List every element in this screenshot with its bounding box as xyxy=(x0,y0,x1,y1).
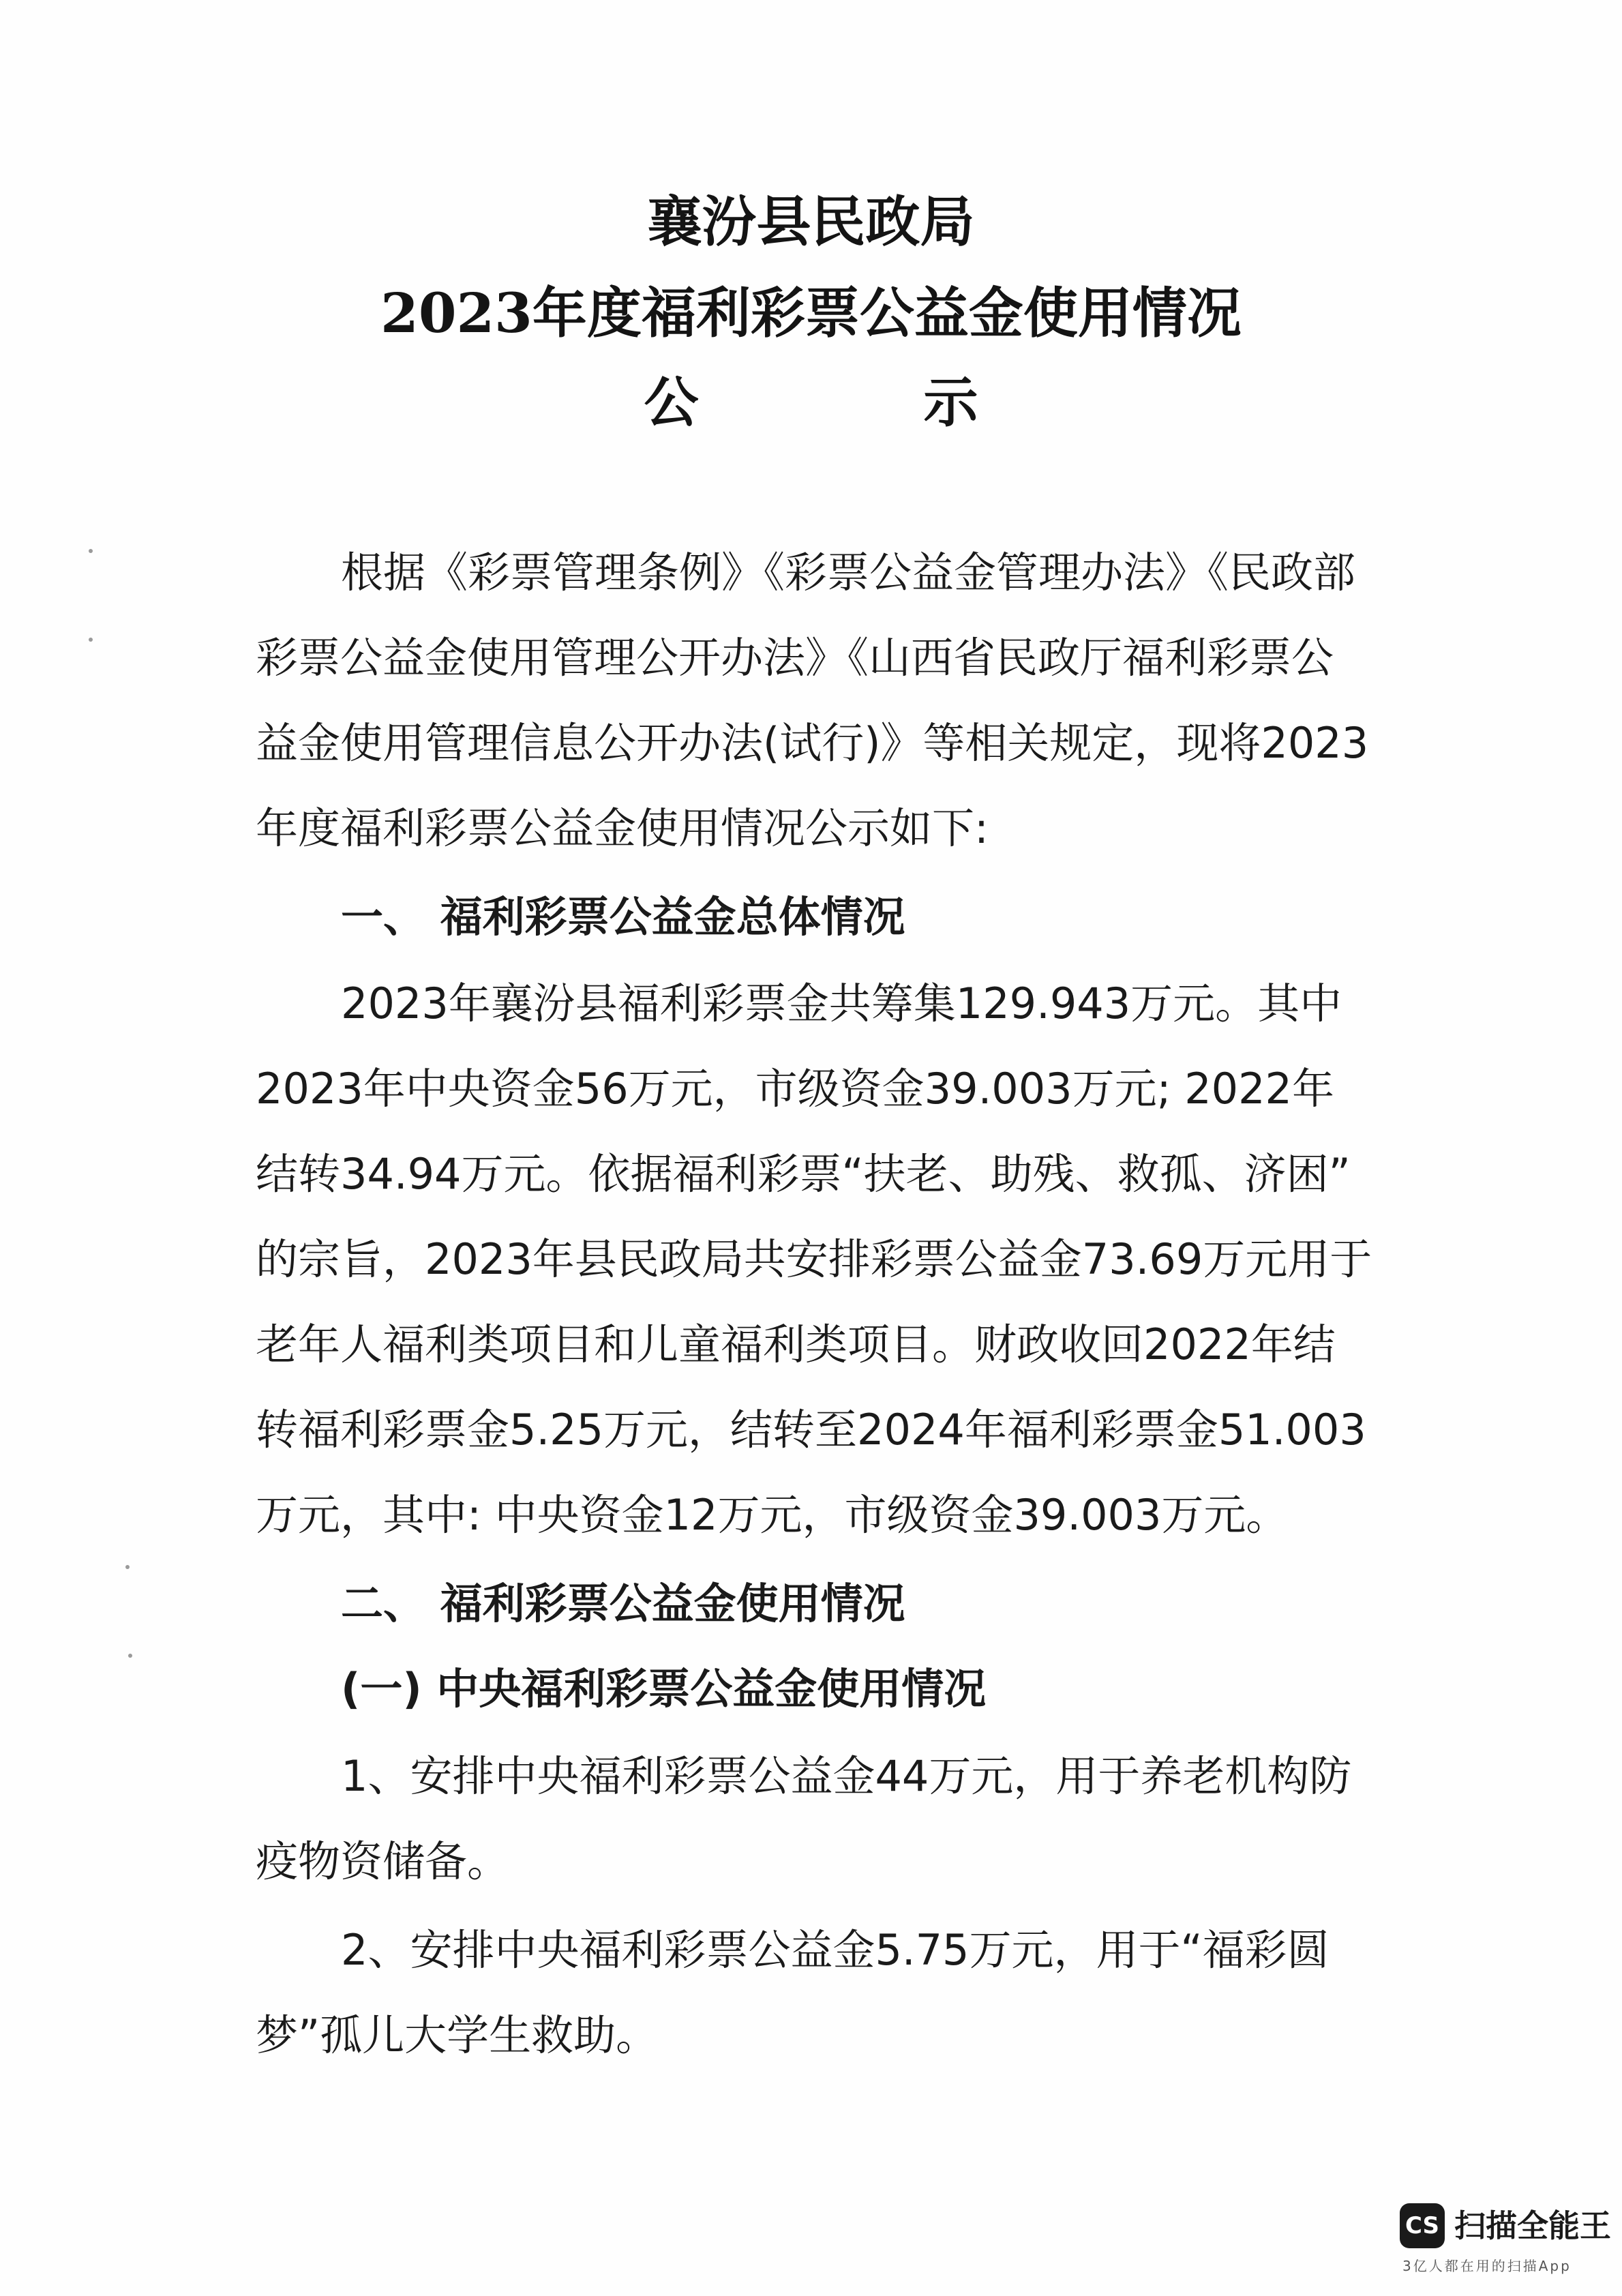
scanner-app-watermark xyxy=(1400,2199,1611,2281)
body-line-1: 根据《彩票管理条例》《彩票公益金管理办法》《民政部 xyxy=(341,548,1356,597)
section-heading-1: 一、 福利彩票公益金总体情况 xyxy=(341,892,905,942)
body-line-14: 2、安排中央福利彩票公益金5.75万元，用于“福彩圆 xyxy=(341,1925,1330,1975)
body-line-12: 1、安排中央福利彩票公益金44万元，用于养老机构防 xyxy=(341,1751,1352,1801)
body-line-15: 梦”孤儿大学生救助。 xyxy=(256,2010,659,2060)
section-heading-2: 二、 福利彩票公益金使用情况 xyxy=(341,1579,905,1628)
body-line-8: 的宗旨，2023年县民政局共安排彩票公益金73.69万元用于 xyxy=(256,1234,1372,1284)
camscanner-logo-icon: CS xyxy=(1400,2203,1445,2248)
body-line-13: 疫物资储备。 xyxy=(256,1836,510,1886)
body-line-2: 彩票公益金使用管理公开办法》《山西省民政厅福利彩票公 xyxy=(256,633,1334,683)
body-line-9: 老年人福利类项目和儿童福利类项目。财政收回2022年结 xyxy=(256,1320,1336,1369)
scan-speck xyxy=(125,1565,130,1569)
scan-speck xyxy=(128,1654,132,1658)
notice-char-1: 公 xyxy=(644,370,699,434)
body-line-10: 转福利彩票金5.25万元，结转至2024年福利彩票金51.003 xyxy=(256,1405,1366,1455)
document-title-notice xyxy=(0,368,1622,436)
body-line-5: 2023年襄汾县福利彩票金共筹集129.943万元。其中 xyxy=(341,979,1342,1028)
document-title-subject: 2023年度福利彩票公益金使用情况 xyxy=(380,281,1242,345)
subsection-heading-1: (一) 中央福利彩票公益金使用情况 xyxy=(341,1664,987,1714)
body-line-6: 2023年中央资金56万元，市级资金39.003万元; 2022年 xyxy=(256,1064,1334,1114)
body-line-3: 益金使用管理信息公开办法(试行)》等相关规定，现将2023 xyxy=(256,718,1369,768)
document-title-org: 襄汾县民政局 xyxy=(647,190,975,254)
scan-speck xyxy=(89,638,93,642)
watermark-app-name: 扫描全能王 xyxy=(1454,2207,1611,2244)
body-line-7: 结转34.94万元。依据福利彩票“扶老、助残、救孤、济困” xyxy=(256,1149,1351,1199)
body-line-4: 年度福利彩票公益金使用情况公示如下: xyxy=(256,803,989,853)
scan-speck xyxy=(89,549,93,553)
notice-char-2: 示 xyxy=(923,370,978,434)
body-line-11: 万元，其中: 中央资金12万元，市级资金39.003万元。 xyxy=(256,1490,1289,1540)
watermark-tagline: 3亿人都在用的扫描App xyxy=(1402,2258,1572,2274)
